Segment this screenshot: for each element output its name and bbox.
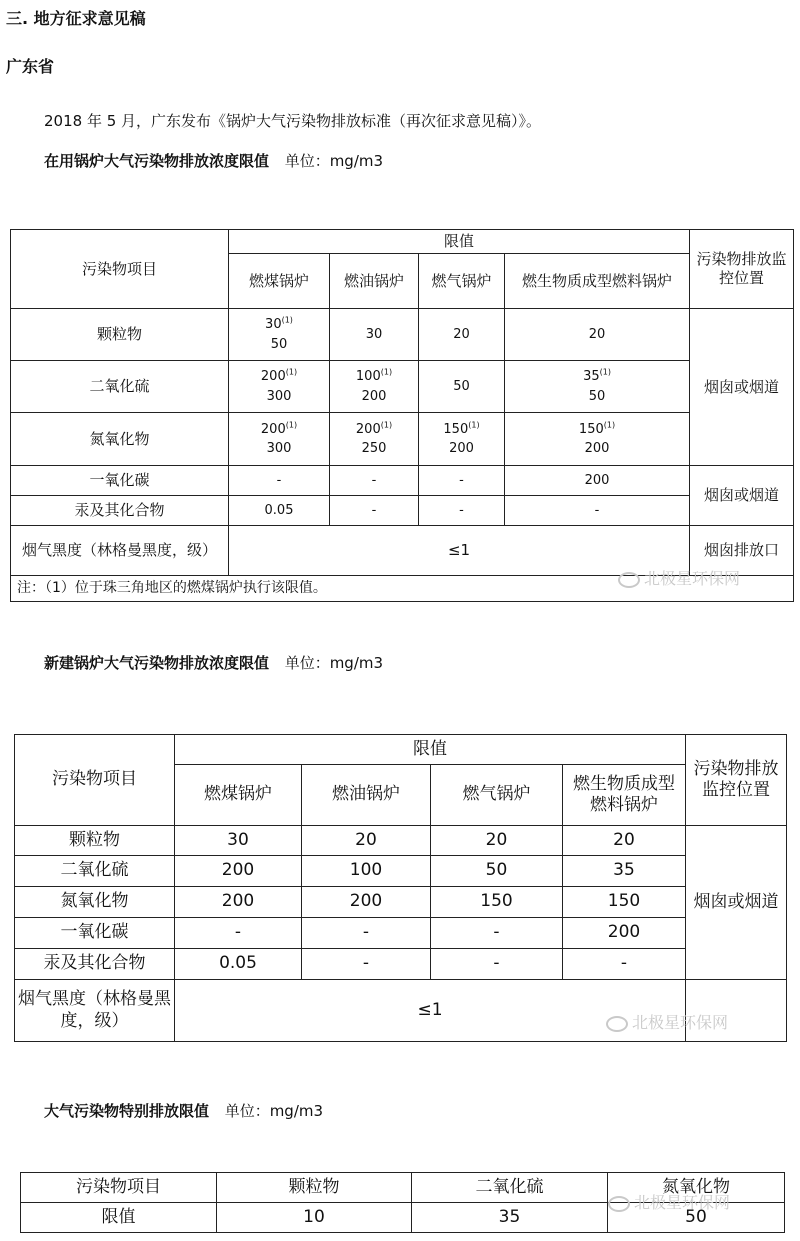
table-row [15,856,787,887]
cell-oil: 200 [302,887,431,918]
wechat-icon [606,1016,628,1032]
header-gas: 燃气锅炉 [431,765,563,826]
cell-nox: 50 [608,1203,785,1233]
row-item: 限值 [21,1203,217,1233]
cell-gas: 50 [419,361,505,413]
cell-biomass: 35$^{(1)}$ 50 [505,361,690,413]
cell-coal: 200 [175,856,302,887]
monitor-location-1: 烟囱或烟道 [690,309,794,466]
row-item: 颗粒物 [11,309,229,361]
monitor-location: 烟囱或烟道 [686,826,787,980]
cell-smoke-value: ≤1 [229,526,690,576]
watermark: 北极星环保网 [608,1190,730,1213]
header-biomass: 燃生物质成型燃料锅炉 [505,254,690,309]
header-monitor-location: 污染物排放监控位置 [686,735,787,826]
row-item: 二氧化硫 [15,856,175,887]
cell-so2: 35 [412,1203,608,1233]
row-item: 一氧化碳 [11,466,229,496]
cell-gas: 150$^{(1)}$ 200 [419,413,505,466]
wechat-icon [608,1196,630,1212]
header-coal: 燃煤锅炉 [175,765,302,826]
cell-gas: 20 [431,826,563,856]
watermark: 北极星环保网 [618,566,740,589]
cell-coal: 30$^{(1)}$ 50 [229,309,330,361]
row-item: 烟气黑度（林格曼黑度，级） [11,526,229,576]
cell-biomass: - [505,496,690,526]
intro-paragraph: 2018 年 5 月，广东发布《锅炉大气污染物排放标准（再次征求意见稿）》。 [44,112,542,130]
cell-oil: - [302,949,431,980]
table3-title: 大气污染物特别排放限值 单位：mg/m3 [44,1102,324,1120]
table2-title: 新建锅炉大气污染物排放浓度限值 单位：mg/m3 [44,654,384,672]
table-new-boilers [14,734,787,1042]
cell-oil: 30 [330,309,419,361]
cell-coal: - [229,466,330,496]
table2-unit: 单位：mg/m3 [284,654,384,672]
cell-gas: - [419,466,505,496]
watermark: 北极星环保网 [606,1010,728,1033]
cell-coal: 0.05 [175,949,302,980]
table-row [15,826,787,856]
cell-biomass: 150 [563,887,686,918]
cell-biomass: 20 [563,826,686,856]
header-gas: 燃气锅炉 [419,254,505,309]
header-oil: 燃油锅炉 [302,765,431,826]
province-heading: 广东省 [6,57,55,76]
table-row [15,949,787,980]
cell-coal: 200$^{(1)}$ 300 [229,413,330,466]
wechat-icon [618,572,640,588]
table1-unit: 单位：mg/m3 [284,152,384,170]
header-item: 污染物项目 [11,230,229,309]
table-existing-boilers [10,229,794,602]
cell-coal: 30 [175,826,302,856]
cell-gas: - [431,918,563,949]
row-item: 汞及其化合物 [11,496,229,526]
cell-oil: - [302,918,431,949]
cell-gas: - [419,496,505,526]
table-row [11,413,794,466]
header-limit: 限值 [229,230,690,254]
cell-particulate: 10 [217,1203,412,1233]
row-item: 一氧化碳 [15,918,175,949]
row-item: 氮氧化物 [15,887,175,918]
cell-coal: 200$^{(1)}$ 300 [229,361,330,413]
table-row [15,887,787,918]
header-biomass: 燃生物质成型燃料锅炉 [563,765,686,826]
cell-smoke-value: ≤1 [175,980,686,1042]
header-oil: 燃油锅炉 [330,254,419,309]
cell-coal: 0.05 [229,496,330,526]
table3-unit: 单位：mg/m3 [224,1102,324,1120]
monitor-location-2: 烟囱或烟道 [690,466,794,526]
cell-biomass: 20 [505,309,690,361]
header-item: 污染物项目 [15,735,175,826]
cell-gas: 150 [431,887,563,918]
cell-oil: 20 [302,826,431,856]
cell-gas: - [431,949,563,980]
cell-biomass: 200 [505,466,690,496]
cell-gas: 20 [419,309,505,361]
table-row [11,309,794,361]
row-item: 烟气黑度（林格曼黑度，级） [15,980,175,1042]
row-item: 二氧化硫 [11,361,229,413]
header-nox: 氮氧化物 [608,1173,785,1203]
monitor-location-3: 烟囱排放口 [690,526,794,576]
header-item: 污染物项目 [21,1173,217,1203]
row-item: 颗粒物 [15,826,175,856]
table-row [11,496,794,526]
header-limit: 限值 [175,735,686,765]
cell-biomass: - [563,949,686,980]
cell-oil: - [330,466,419,496]
cell-gas: 50 [431,856,563,887]
section-title: 三. 地方征求意见稿 [6,9,146,28]
cell-oil: 200$^{(1)}$ 250 [330,413,419,466]
table-row [11,466,794,496]
table-row [11,361,794,413]
row-item: 氮氧化物 [11,413,229,466]
cell-oil: 100 [302,856,431,887]
table-row [15,918,787,949]
cell-coal: - [175,918,302,949]
cell-biomass: 35 [563,856,686,887]
cell-biomass: 150$^{(1)}$ 200 [505,413,690,466]
header-so2: 二氧化硫 [412,1173,608,1203]
header-monitor-location: 污染物排放监控位置 [690,230,794,309]
row-item: 汞及其化合物 [15,949,175,980]
cell-oil: - [330,496,419,526]
header-coal: 燃煤锅炉 [229,254,330,309]
cell-biomass: 200 [563,918,686,949]
cell-coal: 200 [175,887,302,918]
header-particulate: 颗粒物 [217,1173,412,1203]
table1-note: 注：（1）位于珠三角地区的燃煤锅炉执行该限值。 [11,576,794,602]
table1-title: 在用锅炉大气污染物排放浓度限值 单位：mg/m3 [44,152,384,170]
cell-oil: 100$^{(1)}$ 200 [330,361,419,413]
